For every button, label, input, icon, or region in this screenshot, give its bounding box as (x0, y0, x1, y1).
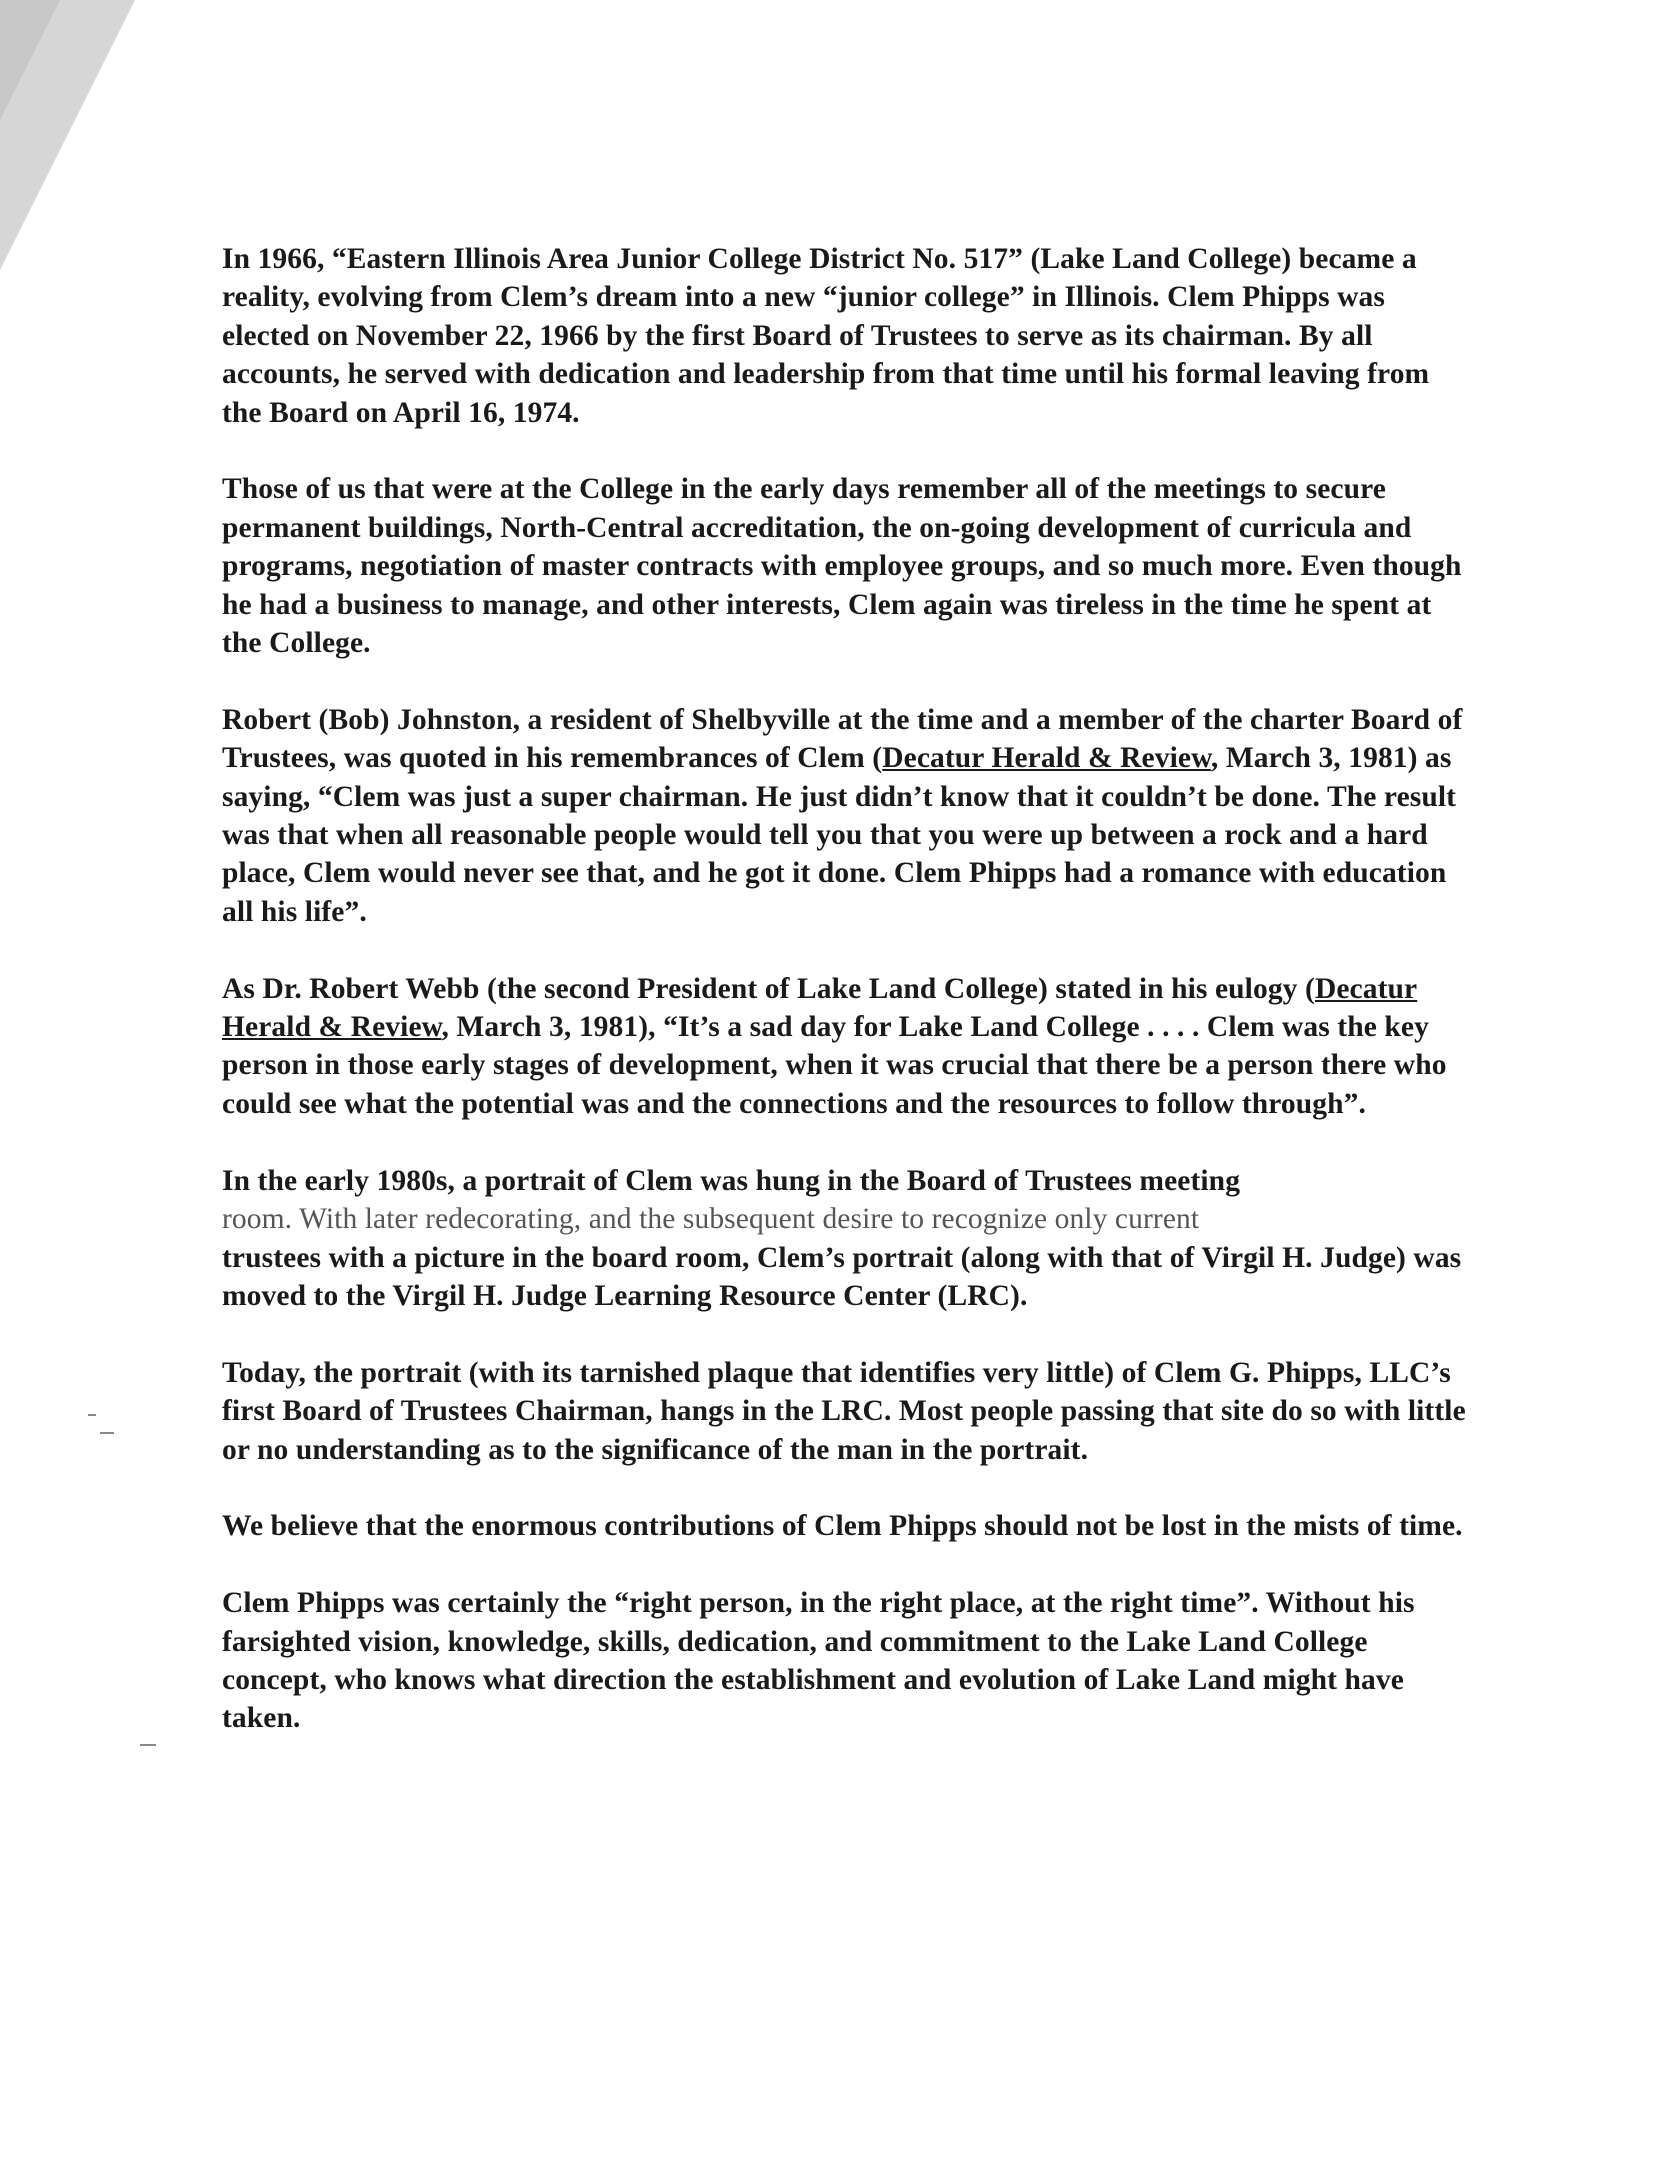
paragraph-johnston-quote (222, 701, 1472, 931)
text-line: trustees with a picture in the board room, Clem’s portrait (along with that of Virgil H. Judge) was moved to the Virgil H. Judge Learning Resource Center (LRC). (222, 1241, 1462, 1312)
text-line: In the early 1980s, a portrait of Clem was hung in the Board of Trustees meeting (222, 1164, 1241, 1197)
paragraph-portrait-history (222, 1162, 1472, 1316)
paragraph-founding: In 1966, “Eastern Illinois Area Junior College District No. 517” (Lake Land College) became a reality, evolving from Clem’s dream into a new “junior college” in Illinois. Clem Phipps was elected on November 22, 1966 by the first Board of Trustees to serve as its chairman. By all accounts, he served with dedication and leadership from that time until his formal leaving from the Board on April 16, 1974. (222, 243, 1430, 429)
quote-intro: As Dr. Robert Webb (the second President of Lake Land College) stated in his eulogy ( (222, 972, 1315, 1005)
quote-intro: Robert (Bob) Johnston, a resident of Shelbyville at the time and a member of the charter Board of Trustees, was quoted in his remembrances of Clem ( (222, 703, 1463, 775)
page-corner-shadow (0, 0, 140, 280)
paragraph-webb-eulogy (222, 970, 1472, 1124)
source-citation: Decatur Herald & Review (222, 972, 1418, 1044)
paragraph-conclusion: Clem Phipps was certainly the “right person, in the right place, at the right time”. Without his farsighted vision, knowledge, skills, dedication, and commitment to the Lake Land College concept, who knows what direction the establishment and evolution of Lake Land might have taken. (222, 1587, 1415, 1735)
scan-speck (100, 1432, 114, 1434)
quote-text: , March 3, 1981) as saying, “Clem was just a super chairman. He just didn’t know that it couldn’t be done. The result was that when all reasonable people would tell you that you were up between a rock and a hard place, Clem would never see that, and he got it done. Clem Phipps had a romance with education all his life”. (222, 742, 1457, 928)
quote-text: , March 3, 1981), “It’s a sad day for Lake Land College . . . . Clem was the key person in those early stages of development, when it was crucial that there be a person there who could see what the potential was and the connections and the resources to follow through”. (222, 1011, 1447, 1120)
paragraph-portrait-today: Today, the portrait (with its tarnished plaque that identifies very little) of Clem G. Phipps, LLC’s first Board of Trustees Chairman, hangs in the LRC. Most people passing that site do so with little or no understanding as to the significance of the man in the portrait. (222, 1356, 1466, 1466)
source-citation: Decatur Herald & Review (882, 742, 1211, 775)
paragraph-early-days: Those of us that were at the College in the early days remember all of the meetings to secure permanent buildings, North-Central accreditation, the on-going development of curricula and programs, negotiation of master contracts with employee groups, and so much more. Even though he had a business to manage, and other interests, Clem again was tireless in the time he spent at the College. (222, 473, 1462, 660)
document-body (222, 240, 1472, 1776)
faded-text-line: room. With later redecorating, and the subsequent desire to recognize only current (222, 1203, 1200, 1236)
paragraph-belief: We believe that the enormous contributions of Clem Phipps should not be lost in the mists of time. (222, 1510, 1463, 1543)
scan-speck (140, 1744, 156, 1746)
scan-speck (88, 1414, 96, 1416)
